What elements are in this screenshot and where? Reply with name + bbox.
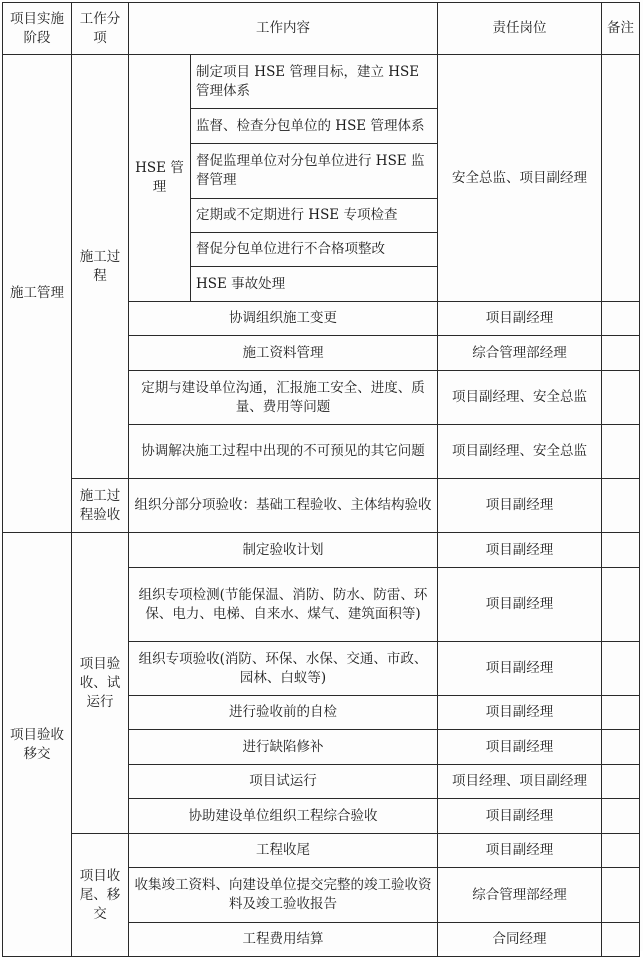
row-role: 项目副经理、安全总监 (438, 371, 602, 425)
category-acceptance-trial: 项目验收、试运行 (72, 533, 129, 834)
row-role: 项目副经理 (438, 302, 602, 336)
hse-item: 制定项目 HSE 管理目标，建立 HSE 管理体系 (191, 55, 438, 109)
note-cell (602, 568, 640, 642)
row-content: 工程收尾 (129, 834, 438, 868)
hse-item: 督促监理单位对分包单位进行 HSE 监督管理 (191, 144, 438, 199)
row-content: 进行验收前的自检 (129, 696, 438, 730)
category-construction-process: 施工过程 (72, 55, 129, 479)
row-content: 制定验收计划 (129, 533, 438, 568)
row-role: 综合管理部经理 (438, 868, 602, 923)
row-role: 项目副经理 (438, 730, 602, 765)
header-stage: 项目实施阶段 (3, 3, 72, 55)
note-cell (602, 868, 640, 923)
table-header-row (3, 3, 640, 55)
row-content: 定期与建设单位沟通，汇报施工安全、进度、质量、费用等问题 (129, 371, 438, 425)
note-cell (602, 834, 640, 868)
table-row (3, 834, 640, 868)
row-role: 合同经理 (438, 923, 602, 957)
note-cell (602, 696, 640, 730)
row-role: 综合管理部经理 (438, 336, 602, 371)
row-content: 组织专项检测(节能保温、消防、防水、防雷、环保、电力、电梯、自来水、煤气、建筑面积等) (129, 568, 438, 642)
responsibility-table (2, 2, 640, 957)
table-row (3, 55, 640, 109)
hse-item: 监督、检查分包单位的 HSE 管理体系 (191, 109, 438, 144)
row-content: 协助建设单位组织工程综合验收 (129, 799, 438, 834)
row-content: 收集竣工资料、向建设单位提交完整的竣工验收资料及竣工验收报告 (129, 868, 438, 923)
hse-item: 定期或不定期进行 HSE 专项检查 (191, 199, 438, 233)
row-role: 项目副经理 (438, 799, 602, 834)
row-role: 项目副经理 (438, 479, 602, 533)
row-content: 项目试运行 (129, 765, 438, 799)
row-content: 工程费用结算 (129, 923, 438, 957)
note-cell (602, 730, 640, 765)
stage-construction: 施工管理 (3, 55, 72, 533)
note-cell (602, 302, 640, 336)
note-cell (602, 533, 640, 568)
hse-role: 安全总监、项目副经理 (438, 55, 602, 302)
note-cell (602, 479, 640, 533)
category-closeout-handover: 项目收尾、移交 (72, 834, 129, 957)
row-content: 协调组织施工变更 (129, 302, 438, 336)
row-content: 进行缺陷修补 (129, 730, 438, 765)
table-row (3, 533, 640, 568)
hse-item: HSE 事故处理 (191, 267, 438, 302)
row-role: 项目副经理 (438, 533, 602, 568)
row-content: 组织专项验收(消防、环保、水保、交通、市政、园林、白蚁等) (129, 642, 438, 696)
table-row (3, 479, 640, 533)
header-content: 工作内容 (129, 3, 438, 55)
category-process-acceptance: 施工过程验收 (72, 479, 129, 533)
note-cell (602, 55, 640, 302)
hse-label: HSE 管理 (129, 55, 191, 302)
row-content: 施工资料管理 (129, 336, 438, 371)
row-content: 协调解决施工过程中出现的不可预见的其它问题 (129, 425, 438, 479)
row-role: 项目副经理 (438, 834, 602, 868)
row-role: 项目副经理 (438, 642, 602, 696)
note-cell (602, 799, 640, 834)
stage-acceptance: 项目验收移交 (3, 533, 72, 957)
row-role: 项目副经理 (438, 568, 602, 642)
header-role: 责任岗位 (438, 3, 602, 55)
note-cell (602, 642, 640, 696)
row-role: 项目副经理 (438, 696, 602, 730)
header-category: 工作分项 (72, 3, 129, 55)
row-role: 项目副经理、安全总监 (438, 425, 602, 479)
hse-item: 督促分包单位进行不合格项整改 (191, 233, 438, 267)
row-role: 项目经理、项目副经理 (438, 765, 602, 799)
row-content: 组织分部分项验收：基础工程验收、主体结构验收 (129, 479, 438, 533)
note-cell (602, 336, 640, 371)
note-cell (602, 425, 640, 479)
note-cell (602, 765, 640, 799)
header-note: 备注 (602, 3, 640, 55)
note-cell (602, 371, 640, 425)
note-cell (602, 923, 640, 957)
